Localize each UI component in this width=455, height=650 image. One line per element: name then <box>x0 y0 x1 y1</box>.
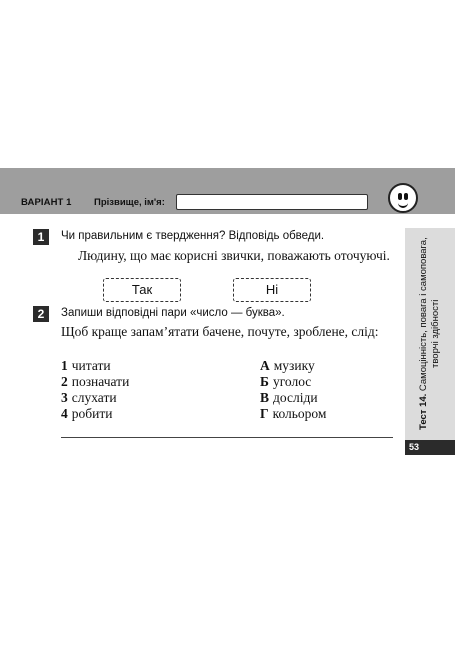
side-test-label: Тест 14. <box>418 394 429 431</box>
answer-line <box>61 437 393 438</box>
name-label: Прізвище, ім'я: <box>94 197 165 208</box>
side-tab-text <box>405 228 455 440</box>
list-left-3 <box>61 390 117 406</box>
list-right-c <box>260 390 318 406</box>
list-left-4-text: робити <box>71 406 113 421</box>
list-right-b <box>260 374 311 390</box>
list-right-d <box>260 406 326 422</box>
list-left-3-text: слухати <box>71 390 117 405</box>
list-left-4-key: 4 <box>61 406 68 421</box>
list-left-2 <box>61 374 129 390</box>
list-left-1-text: читати <box>71 358 111 373</box>
task1-number: 1 <box>33 229 49 245</box>
smiley-mouth <box>398 201 408 208</box>
task2-number: 2 <box>33 306 49 322</box>
page-number: 53 <box>405 440 455 455</box>
answer-no[interactable]: Ні <box>233 278 311 302</box>
list-left-1 <box>61 358 111 374</box>
list-left-2-text: позначати <box>71 374 130 389</box>
side-topic: Самоцінність, повага і самоповага, творчі здібності <box>418 237 441 392</box>
list-left-1-key: 1 <box>61 358 68 373</box>
list-right-d-key: Г <box>260 406 269 421</box>
task2-question: Запиши відповідні пари «число — буква». <box>61 307 285 319</box>
smiley-eye-right <box>404 193 408 200</box>
list-right-b-text: уголос <box>272 374 312 389</box>
task1-question: Чи правильним є твердження? Відповідь обведи. <box>61 230 325 242</box>
list-left-2-key: 2 <box>61 374 68 389</box>
task2-statement: Щоб краще запам’ятати бачене, почуте, зроблене, слід: <box>61 324 379 339</box>
variant-label: ВАРІАНТ 1 <box>21 197 72 208</box>
answer-yes[interactable]: Так <box>103 278 181 302</box>
list-right-a-text: музику <box>273 358 315 373</box>
list-left-3-key: 3 <box>61 390 68 405</box>
list-right-b-key: Б <box>260 374 269 389</box>
smiley-icon <box>388 183 418 213</box>
list-right-d-text: кольором <box>272 406 327 421</box>
name-field[interactable] <box>176 194 368 210</box>
list-left-4 <box>61 406 112 422</box>
task1-statement: Людину, що має корисні звички, поважають оточуючі. <box>78 248 390 263</box>
list-right-c-text: дослiди <box>273 390 318 405</box>
header-row <box>0 193 455 214</box>
list-right-a-key: А <box>260 358 270 373</box>
list-right-a <box>260 358 315 374</box>
smiley-eye-left <box>398 193 402 200</box>
list-right-c-key: В <box>260 390 270 405</box>
